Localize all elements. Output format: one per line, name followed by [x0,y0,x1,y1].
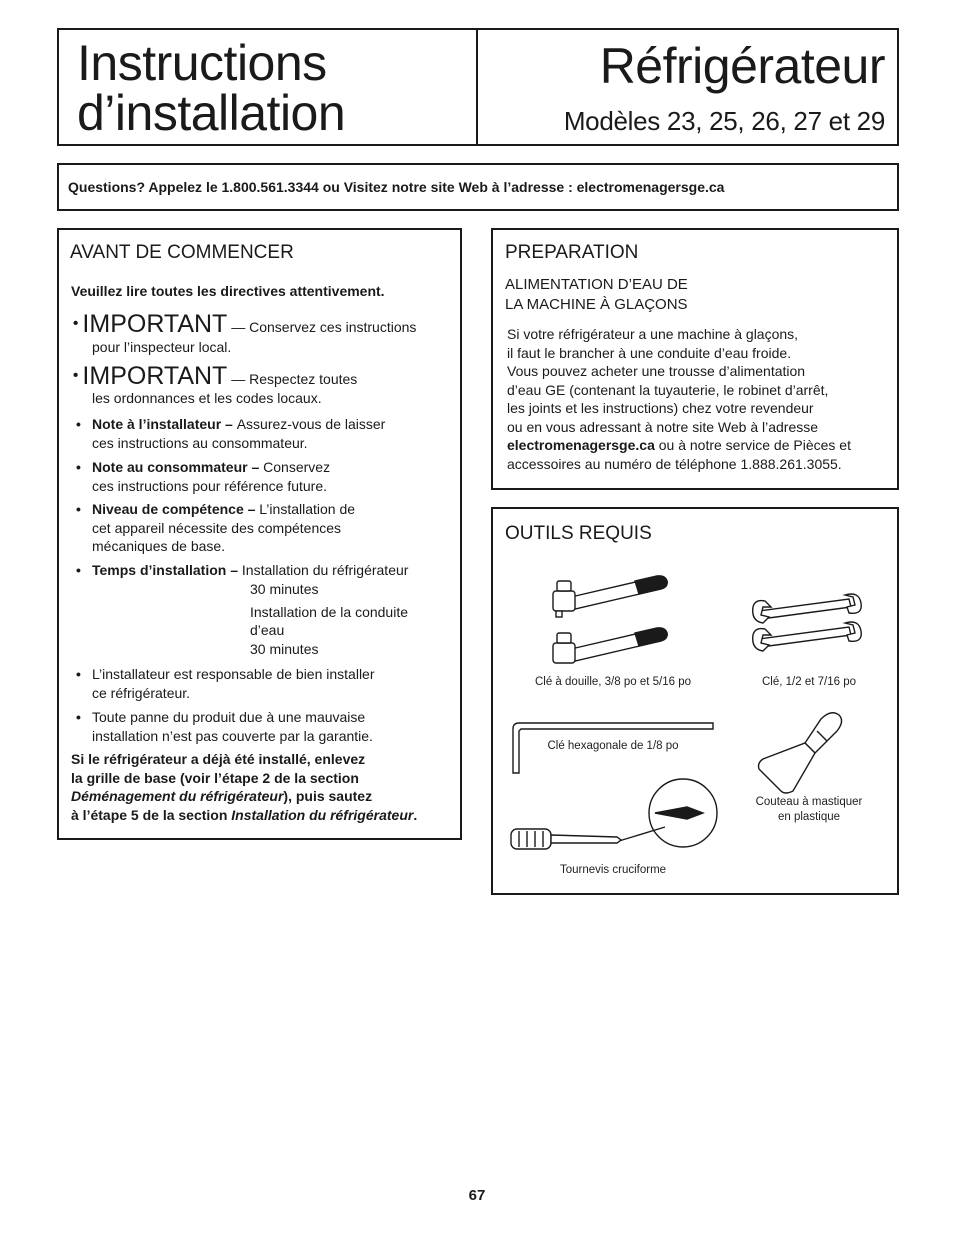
important-1: • IMPORTANT — Conservez ces instructions [73,310,417,338]
note-consumer-text-2: ces instructions pour référence future. [92,477,328,494]
avant-section [57,228,462,840]
responsible-text: L’installateur est responsable de bien installer [92,666,375,682]
skill-text: L’installation de [259,501,356,517]
installer-responsible [76,665,375,702]
section-ref-install: Installation du réfrigérateur [231,806,414,823]
important-2-word: IMPORTANT [82,362,228,390]
page-title [77,35,346,141]
paragraph-line: il faut le brancher à une conduite d’eau froide. [507,344,792,361]
note-installer-text: Assurez-vous de laisser [236,416,386,432]
icemaker-subheading-1: ALIMENTATION D’EAU DE [505,276,688,293]
putty-caption-1: Couteau à mastiquer [755,796,863,808]
paragraph-line: Si votre réfrigérateur a une machine à glaçons, [507,326,799,342]
important-2: • IMPORTANT — Respectez toutes [73,362,358,390]
skill-text-2: cet appareil nécessite des compétences [92,519,342,536]
skill-label: Niveau de compétence – [92,501,260,517]
important-1-text: — Conservez ces instructions [227,319,417,335]
section-ref-moving: Déménagement du réfrigérateur [71,788,284,804]
bullet: • [76,666,81,682]
install-time-water-2: d’eau [250,622,285,638]
icemaker-paragraph [507,325,892,473]
important-2-text: — Respectez toutes [227,371,358,387]
putty-knife-icon [755,709,855,799]
socket-wrench-icon [549,571,669,666]
header-left-box [57,28,478,146]
note-consumer-text: Conservez [263,459,331,475]
paragraph-text: ou à notre service de Pièces et [654,437,851,453]
open-end-wrench-caption: Clé, 1/2 et 7/16 po [762,676,856,688]
already-installed-4-end: . [413,806,418,823]
icemaker-subheading [505,275,688,315]
models-subtitle: Modèles 23, 25, 26, 27 et 29 [563,106,885,136]
header-right-box [476,28,899,146]
install-time-fridge-minutes: 30 minutes [250,581,319,597]
install-time-water: Installation de la conduite [250,603,408,620]
responsible-text-2: ce réfrigérateur. [92,684,191,701]
title-line-1: Instructions [77,35,327,91]
note-installer-label: Note à l’installateur – [92,416,237,432]
title-line-2: d’installation [77,85,346,141]
already-installed-3-rest: ), puis sautez [283,788,373,804]
install-time-label: Temps d’installation – [92,562,242,578]
page-number: 67 [468,1187,486,1204]
already-installed-3 [71,787,456,806]
open-end-wrench-icon [749,593,869,663]
paragraph-line: ou en vous adressant à notre site Web à l’adresse [507,418,819,435]
note-installer [76,415,386,452]
already-installed-4-a: à l’étape 5 de la section [71,806,232,823]
bullet: • [76,501,81,517]
paragraph-line [507,436,892,455]
socket-wrench-caption: Clé à douille, 3/8 po et 5/16 po [534,676,691,688]
preparation-section [491,228,899,490]
note-consumer-label: Note au consommateur – [92,459,264,475]
website-link: electromenagersge.ca [507,437,655,453]
bullet: • [76,416,81,432]
preparation-heading: PREPARATION [505,242,639,263]
paragraph-line: accessoires au numéro de téléphone 1.888.261.3055. [507,455,842,472]
putty-knife-caption [739,795,879,825]
paragraph-line: d’eau GE (contenant la tuyauterie, le robinet d’arrêt, [507,381,829,398]
warranty-text-2: installation n’est pas couverte par la garantie. [92,727,373,744]
paragraph-line: Vous pouvez acheter une trousse d’alimentation [507,363,806,379]
questions-text: Questions? Appelez le 1.800.561.3344 ou Visitez notre site Web à l’adresse : electromenagersge.ca [68,179,725,195]
tools-heading: OUTILS REQUIS [505,523,652,544]
bullet: • [76,459,81,475]
warranty-note [76,708,373,745]
install-time-block [250,580,408,658]
skill-text-3: mécaniques de base. [92,538,226,554]
hex-key-caption: Clé hexagonale de 1/8 po [547,740,679,752]
screwdriver-caption: Tournevis cruciforme [559,864,667,876]
product-title: Réfrigérateur [599,38,885,94]
paragraph-line: les joints et les instructions) chez votre revendeur [507,400,814,416]
important-1-text-2: pour l’inspecteur local. [92,339,232,355]
install-time-fridge: Installation du réfrigérateur [241,562,409,578]
questions-bar [57,163,899,211]
avant-intro: Veuillez lire toutes les directives attentivement. [71,283,385,299]
note-consumer [76,458,331,495]
note-installer-text-2: ces instructions au consommateur. [92,434,308,451]
already-installed-note [71,750,456,824]
icemaker-subheading-2: LA MACHINE À GLAÇONS [505,296,688,313]
important-1-word: IMPORTANT [82,310,228,338]
screwdriver-icon [507,777,727,857]
bullet: • [76,562,81,578]
already-installed-4 [71,806,456,825]
important-2-text-2: les ordonnances et les codes locaux. [92,390,322,406]
avant-heading: AVANT DE COMMENCER [70,242,294,263]
install-time-water-minutes: 30 minutes [250,640,319,657]
install-time [76,561,409,580]
already-installed-2: la grille de base (voir l’étape 2 de la section [71,769,359,786]
putty-caption-2: en plastique [777,811,841,823]
already-installed-1: Si le réfrigérateur a déjà été installé, enlevez [71,751,366,767]
warranty-text: Toute panne du produit due à une mauvaise [92,709,366,725]
tools-section [491,507,899,895]
skill-level [76,500,356,556]
bullet: • [76,709,81,725]
